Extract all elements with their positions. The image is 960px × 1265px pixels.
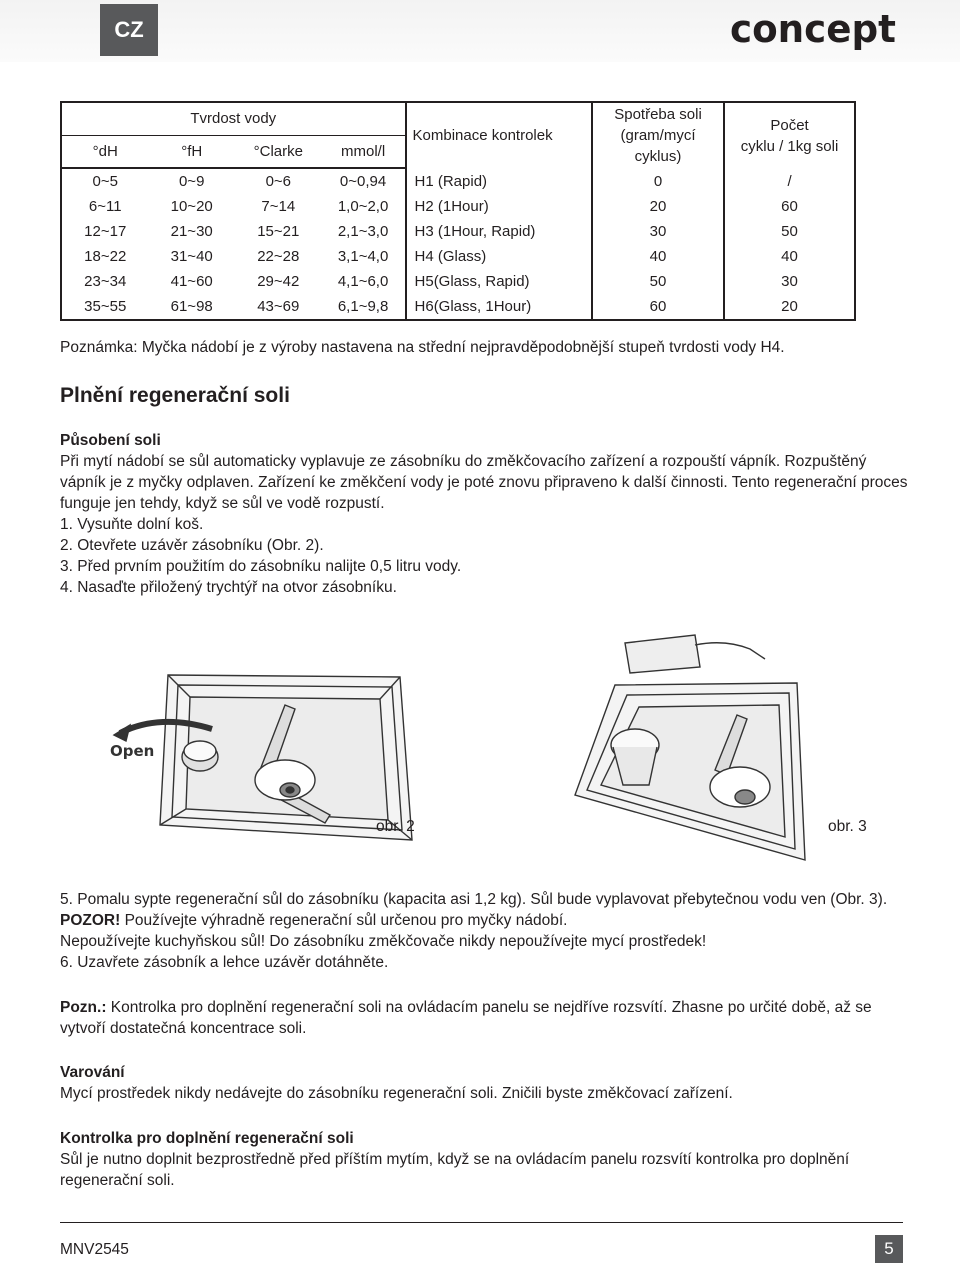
hardness-group-title: Tvrdost vody: [61, 102, 406, 135]
table-cell: 15~21: [257, 223, 300, 240]
table-row: [61, 219, 855, 244]
table-cell: 2,1~3,0: [322, 219, 406, 244]
step-item: 2. Otevřete uzávěr zásobníku (Obr. 2).: [60, 537, 324, 554]
pozor-text: Používejte výhradně regenerační sůl určenou pro myčky nádobí.: [120, 912, 568, 929]
table-cell: 0~6: [265, 173, 292, 190]
table-cell: 60: [724, 194, 855, 219]
table-cell: 20: [592, 194, 724, 219]
table-cell: H3 (1Hour, Rapid): [406, 219, 592, 244]
warning-heading: Varování: [60, 1064, 125, 1081]
step-6: 6. Uzavřete zásobník a lehce uzávěr dotáhněte.: [60, 954, 389, 971]
salt-action-heading: Působení soli: [60, 432, 161, 449]
section-title: Plnění regenerační soli: [60, 384, 290, 407]
table-cell: 22~28: [257, 248, 300, 265]
open-label: Open: [110, 742, 155, 760]
table-cell: 6,1~9,8: [322, 294, 406, 320]
table-cell: 40: [592, 244, 724, 269]
header-salt: Spotřeba soli (gram/mycí cyklus): [592, 102, 724, 168]
table-cell: 30: [724, 269, 855, 294]
table-cell: 29~42: [257, 273, 300, 290]
salt-action-text: Při mytí nádobí se sůl automaticky vyplavuje ze zásobníku do změkčovacího zařízení a rozpouští vápník. Rozpuštěný vápník je z myčky odplaven. Zařízení ke změkčení vody je poté znovu připraveno k další činnosti. Tento regenerační proces funguje jen tehdy, když se sůl ve vodě rozpustí.: [60, 453, 908, 512]
brand-logo-image: [730, 2, 900, 52]
pozn-label: Pozn.:: [60, 999, 107, 1016]
brand-logo-text: concept: [730, 7, 896, 51]
table-cell: 0~0,94: [322, 168, 406, 194]
salt-filling-illustration: [565, 625, 815, 865]
table-cell: 40: [724, 244, 855, 269]
footer-divider: [60, 1222, 903, 1223]
indicator-block: [60, 1128, 910, 1191]
table-cell: 6~11: [61, 194, 148, 219]
header-dh: °dH: [61, 135, 148, 168]
figure-2: [100, 625, 420, 865]
pozn-paragraph: [60, 997, 910, 1039]
header-cycles: Počet cyklu / 1kg soli: [724, 102, 855, 168]
dishwasher-tub-open-cap-illustration: [100, 625, 420, 865]
table-cell: 18~22: [61, 244, 148, 269]
step-item: 1. Vysuňte dolní koš.: [60, 516, 204, 533]
table-cell: 0~5: [61, 168, 148, 194]
table-cell: 41~60: [170, 273, 213, 290]
table-cell: 0: [592, 168, 724, 194]
table-cell: 60: [592, 294, 724, 320]
table-row: [61, 269, 855, 294]
step-item: 4. Nasaďte přiložený trychtýř na otvor zásobníku.: [60, 579, 397, 596]
table-cell: 10~20: [170, 198, 213, 215]
table-cell: H1 (Rapid): [406, 168, 592, 194]
table-row: [61, 244, 855, 269]
step-item: 3. Před prvním použitím do zásobníku nalijte 0,5 litru vody.: [60, 558, 462, 575]
after-steps-block: [60, 889, 910, 973]
table-cell: 23~34: [61, 269, 148, 294]
table-cell: 1,0~2,0: [322, 194, 406, 219]
table-cell: 3,1~4,0: [322, 244, 406, 269]
water-hardness-table: [60, 101, 856, 321]
table-cell: 12~17: [61, 219, 148, 244]
table-body: [61, 168, 855, 320]
table-cell: 21~30: [170, 223, 213, 240]
figure-3-caption: obr. 3: [828, 818, 867, 835]
table-cell: 50: [724, 219, 855, 244]
pozor-label: POZOR!: [60, 912, 121, 929]
table-row: [61, 168, 855, 194]
no-kitchen-salt: Nepoužívejte kuchyňskou sůl! Do zásobníku změkčovače nikdy nepoužívejte mycí prostředek!: [60, 933, 707, 950]
table-cell: 61~98: [170, 298, 213, 315]
table-cell: H4 (Glass): [406, 244, 592, 269]
table-cell: 43~69: [257, 298, 300, 315]
header-fh: °fH: [148, 135, 234, 168]
figure-2-caption: obr. 2: [376, 818, 415, 835]
pozn-text: Kontrolka pro doplnění regenerační soli na ovládacím panelu se nejdříve rozsvítí. Zhasne po určité době, až se vytvoří dostatečná koncentrace soli.: [60, 999, 872, 1037]
table-cell: /: [724, 168, 855, 194]
figure-3: [565, 625, 815, 865]
table-cell: 30: [592, 219, 724, 244]
warning-text: Mycí prostředek nikdy nedávejte do zásobníku regenerační soli. Zničili byste změkčovací zařízení.: [60, 1085, 733, 1102]
table-cell: H6(Glass, 1Hour): [406, 294, 592, 320]
warning-line: [60, 910, 910, 931]
header-clarke: °Clarke: [235, 135, 322, 168]
indicator-text: Sůl je nutno doplnit bezprostředně před příštím mytím, když se na ovládacím panelu rozsvítí kontrolka pro doplnění regenerační soli.: [60, 1151, 850, 1189]
table-note: Poznámka: Myčka nádobí je z výroby nastavena na střední nejpravděpodobnější stupeň tvrdosti vody H4.: [60, 339, 785, 356]
table-cell: 4,1~6,0: [322, 269, 406, 294]
table-row: [61, 194, 855, 219]
table-cell: 0~9: [178, 173, 205, 190]
language-badge: CZ: [100, 4, 158, 56]
table-row: [61, 294, 855, 320]
table-cell: 7~14: [261, 198, 296, 215]
model-number: MNV2545: [60, 1241, 129, 1258]
table-cell: 35~55: [61, 294, 148, 320]
warning-block: [60, 1062, 910, 1104]
table-cell: H2 (1Hour): [406, 194, 592, 219]
table-cell: 20: [724, 294, 855, 320]
header-combo: Kombinace kontrolek: [406, 102, 592, 168]
table-cell: H5(Glass, Rapid): [406, 269, 592, 294]
table-cell: 50: [592, 269, 724, 294]
page-number: 5: [875, 1235, 903, 1263]
header-mmol: mmol/l: [322, 135, 406, 168]
table-cell: 31~40: [170, 248, 213, 265]
indicator-heading: Kontrolka pro doplnění regenerační soli: [60, 1130, 354, 1147]
note-block: [60, 997, 910, 1039]
salt-action-block: [60, 430, 910, 598]
step-5: 5. Pomalu sypte regenerační sůl do zásobníku (kapacita asi 1,2 kg). Sůl bude vyplavovat přebytečnou vodu ven (Obr. 3).: [60, 891, 888, 908]
brand-logo: [730, 2, 900, 52]
